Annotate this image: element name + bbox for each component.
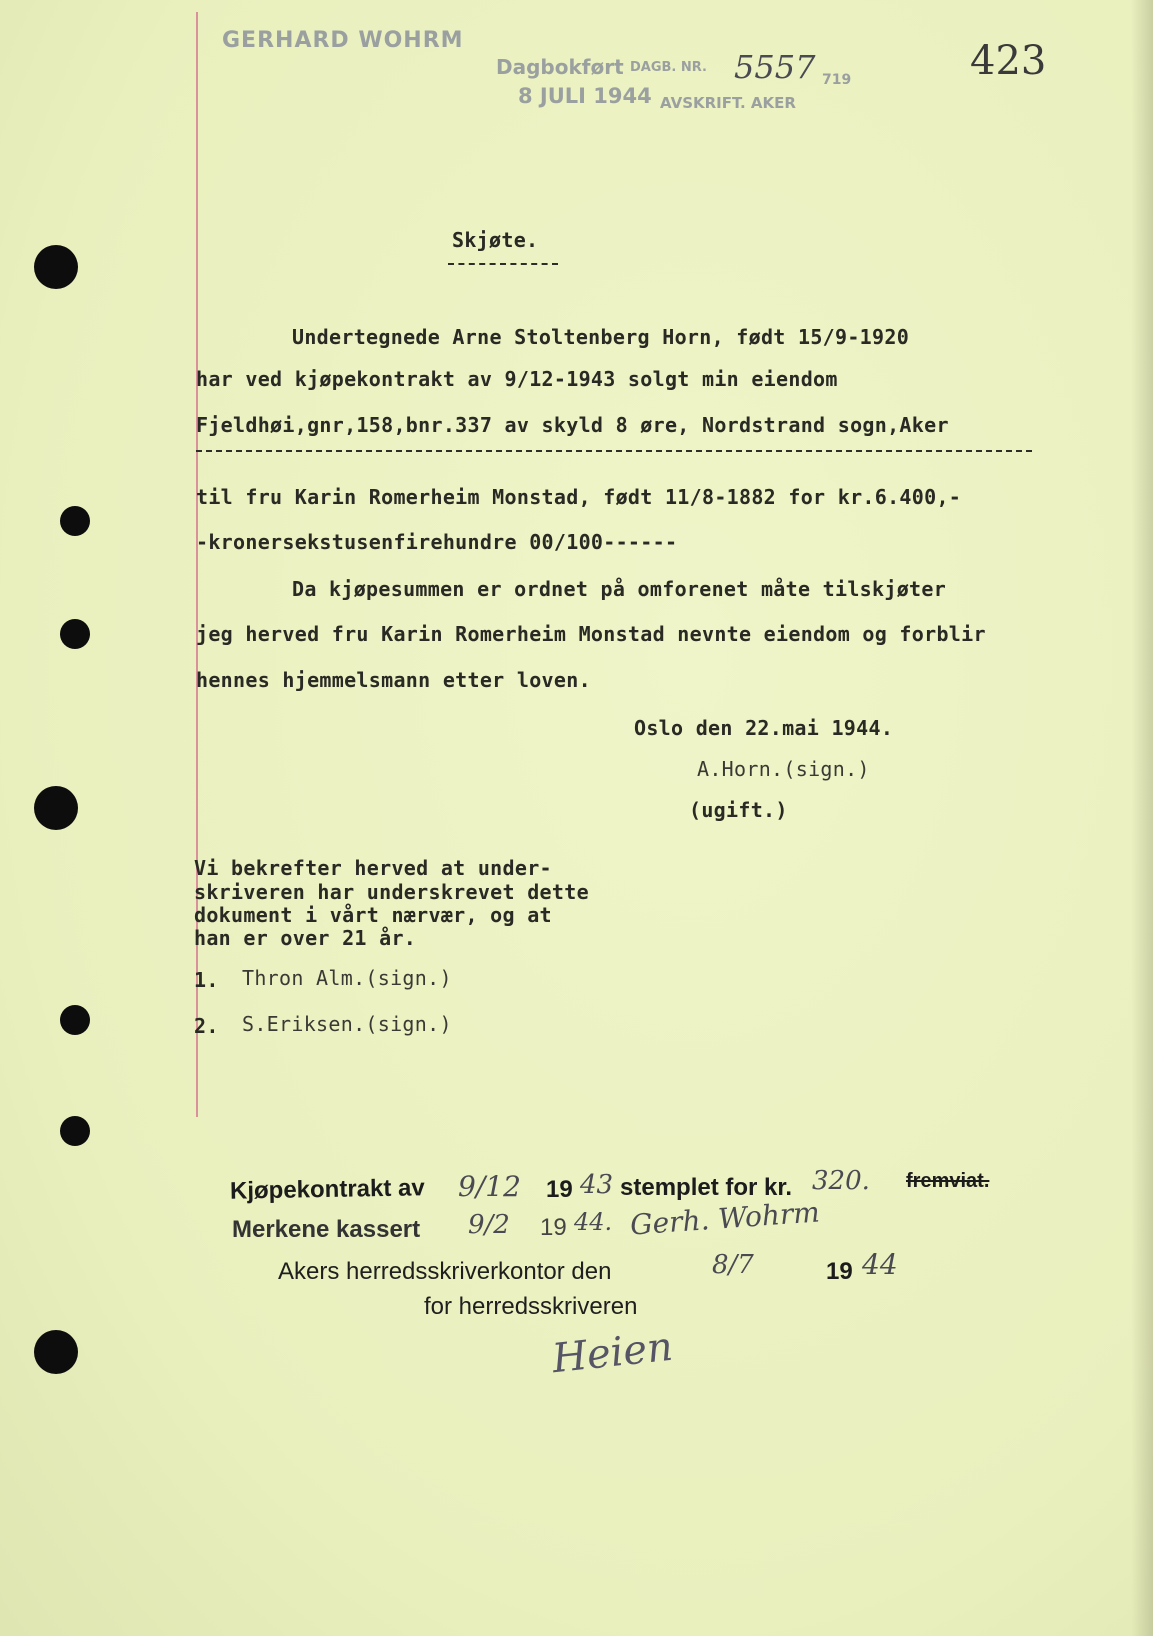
body-line: Da kjøpesummen er ordnet på omforenet måte tilskjøter: [292, 577, 947, 601]
stamp-dagbok: Dagbokført: [496, 55, 624, 79]
registry-kjopekontrakt: Kjøpekontrakt av: [229, 1174, 425, 1205]
punch-hole: [34, 786, 78, 830]
body-line: Undertegnede Arne Stoltenberg Horn, født 15/9-1920: [292, 325, 910, 349]
title-underline: [448, 263, 558, 265]
stamp-date: 8 JULI 1944: [518, 84, 652, 108]
registry-date-3: 8/7: [712, 1250, 754, 1280]
punch-hole: [60, 506, 90, 536]
registry-stemplet: stemplet for kr.: [620, 1174, 793, 1201]
registry-office: Akers herredsskriverkontor den: [278, 1258, 612, 1285]
body-line: Fjeldhøi,gnr,158,bnr.337 av skyld 8 øre, Nordstrand sogn,Aker: [196, 413, 949, 437]
seller-signature: A.Horn.(sign.): [697, 757, 870, 781]
punch-hole: [60, 1116, 90, 1146]
page-edge-shadow: [1131, 0, 1153, 1636]
registry-clerk-signature: Gerh. Wohrm: [629, 1195, 821, 1242]
page-number: 423: [970, 38, 1047, 84]
witness-line: Vi bekrefter herved at under-: [194, 856, 552, 880]
registry-year-1: 43: [580, 1170, 614, 1200]
punch-hole: [60, 1005, 90, 1035]
stamp-suffix: 719: [822, 72, 852, 88]
stamp-name: GERHARD WOHRM: [222, 28, 464, 53]
body-line: til fru Karin Romerheim Monstad, født 11/8-1882 for kr.6.400,-: [196, 485, 962, 509]
body-line: -kronersekstusenfirehundre 00/100------: [196, 530, 678, 554]
stamp-avskrift: AVSKRIFT. AKER: [660, 94, 796, 112]
punch-hole: [34, 1330, 78, 1374]
body-line: har ved kjøpekontrakt av 9/12-1943 solgt min eiendom: [196, 367, 838, 391]
registry-date-1: 9/12: [458, 1170, 521, 1203]
registry-herredsskriveren: for herredsskriveren: [424, 1293, 638, 1320]
stamp-number: 5557: [734, 48, 816, 86]
witness-signature: S.Eriksen.(sign.): [242, 1012, 452, 1036]
registry-year-prefix-2: 19: [540, 1214, 567, 1241]
punch-hole: [60, 619, 90, 649]
body-line: hennes hjemmelsmann etter loven.: [196, 668, 591, 692]
registry-year-prefix-3: 19: [826, 1258, 853, 1285]
witness-signature: Thron Alm.(sign.): [242, 966, 452, 990]
witness-line: skriveren har underskrevet dette: [194, 880, 589, 904]
place-date: Oslo den 22.mai 1944.: [634, 716, 894, 740]
body-line: jeg herved fru Karin Romerheim Monstad nevnte eiendom og forblir: [196, 622, 986, 646]
document-title: Skjøte.: [452, 228, 539, 252]
property-underline: [196, 450, 1032, 452]
registry-merkene: Merkene kassert: [232, 1216, 421, 1243]
witness-line: han er over 21 år.: [194, 926, 417, 950]
registry-year-2: 44.: [574, 1208, 613, 1236]
registry-year-3: 44: [862, 1248, 898, 1281]
registrar-signature: Heien: [549, 1323, 675, 1383]
registry-year-prefix-1: 19: [546, 1176, 573, 1203]
witness-line: dokument i vårt nærvær, og at: [194, 903, 552, 927]
civil-status: (ugift.): [689, 798, 788, 822]
stamp-dagb-nr: DAGB. NR.: [630, 60, 707, 75]
witness-number: 1.: [194, 968, 219, 992]
punch-hole: [34, 245, 78, 289]
registry-struck: fremviat.: [906, 1170, 990, 1192]
margin-line: [196, 12, 198, 1117]
registry-date-2: 9/2: [468, 1210, 510, 1240]
registry-amount: 320.: [812, 1166, 870, 1196]
witness-number: 2.: [194, 1014, 219, 1038]
